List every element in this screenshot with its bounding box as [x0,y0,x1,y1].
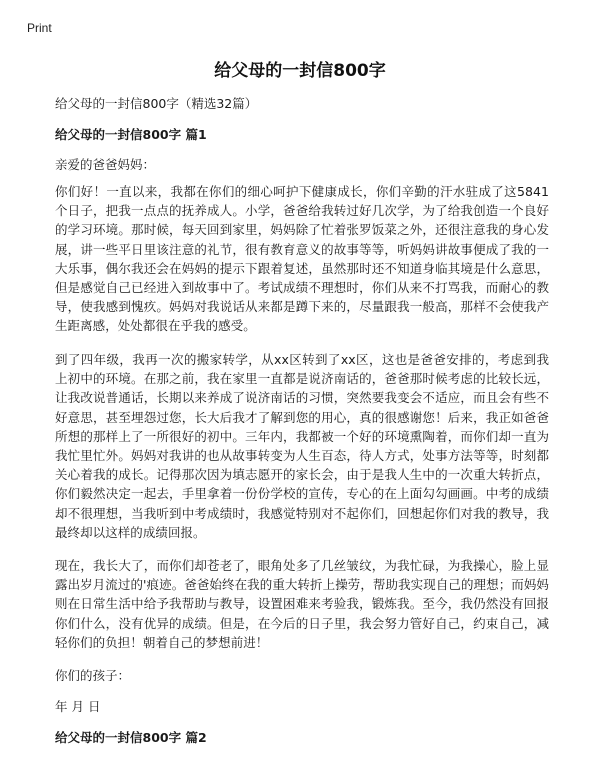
document-subtitle: 给父母的一封信800字（精选32篇） [55,96,258,111]
paragraph-2: 到了四年级，我再一次的搬家转学，从xx区转到了xx区，这也是爸爸安排的，考虑到我上初中的环境。在那之前，我在家里一直都是说济南话的，爸爸那时候考虑的比较长远，让我改说普通话，长期以来养成了说济南话的习惯，突然要我变会不适应，而且会有些不好意思，甚至埋怨过您，长大后我才了解到您的用心，真的很感谢您！后来，我正如爸爸所想的那样上了一所很好的初中。三年内，我都被一个好的环境熏陶着，而你们却一直为我忙里忙外。妈妈对我讲的也从故事转变为人生百态，待人方式，处事方法等等，时刻都关心着我的成长。记得那次因为填志愿开的家长会，由于是我人生中的一次重大转折点，你们毅然决定一起去，手里拿着一份份学校的宣传，专心的在上面勾勾画画。中考的成绩却不很理想，当我听到中考成绩时，我感觉特别对不起你们，回想起你们对我的教导，我最终却以这样的成绩回报。 [55,352,549,540]
section-heading-2: 给父母的一封信800字 篇2 [55,730,207,745]
signature-line: 你们的孩子： [55,668,131,683]
paragraph-1: 你们好！一直以来，我都在你们的细心呵护下健康成长，你们辛勤的汗水驻成了这5841个日子，把我一点点的抚养成人。小学，爸爸给我转过好几次学，为了给我创造一个良好的学习环境。那时候，每天回到家里，妈妈除了忙着张罗饭菜之外，还很注意我的身心发展，讲一些平日里该注意的礼节，很有教育意义的故事等等，听妈妈讲故事便成了我的一大乐事，偶尔我还会在妈妈的提示下跟着复述，虽然那时还不知道身临其境是什么意思，但是感觉自己已经进入到故事中了。考试成绩不理想时，你们从来不打骂我，而耐心的教导，使我感到愧疚。妈妈对我说话从来都是蹲下来的，尽量跟我一般高，那样不会使我产生距离感，处处都很在乎我的感受。 [55,184,549,334]
page-title: 给父母的一封信800字 [214,61,386,81]
salutation: 亲爱的爸爸妈妈： [55,157,156,172]
print-link[interactable]: Print [27,21,52,35]
paragraph-3: 现在，我长大了，而你们却苍老了，眼角处多了几丝皱纹，为我忙碌，为我操心，脸上显露出岁月流过的'痕迹。爸爸始终在我的重大转折上操劳，帮助我实现自己的理想；而妈妈则在日常生活中给予我帮助与教导，设置困难来考验我，锻炼我。至今，我仍然没有回报你们什么，没有优异的成绩。但是，在今后的日子里，我会努力管好自己，约束自己，减轻你们的负担！朝着自己的梦想前进！ [55,558,549,650]
date-line: 年 月 日 [55,699,101,714]
section-heading-1: 给父母的一封信800字 篇1 [55,127,207,142]
